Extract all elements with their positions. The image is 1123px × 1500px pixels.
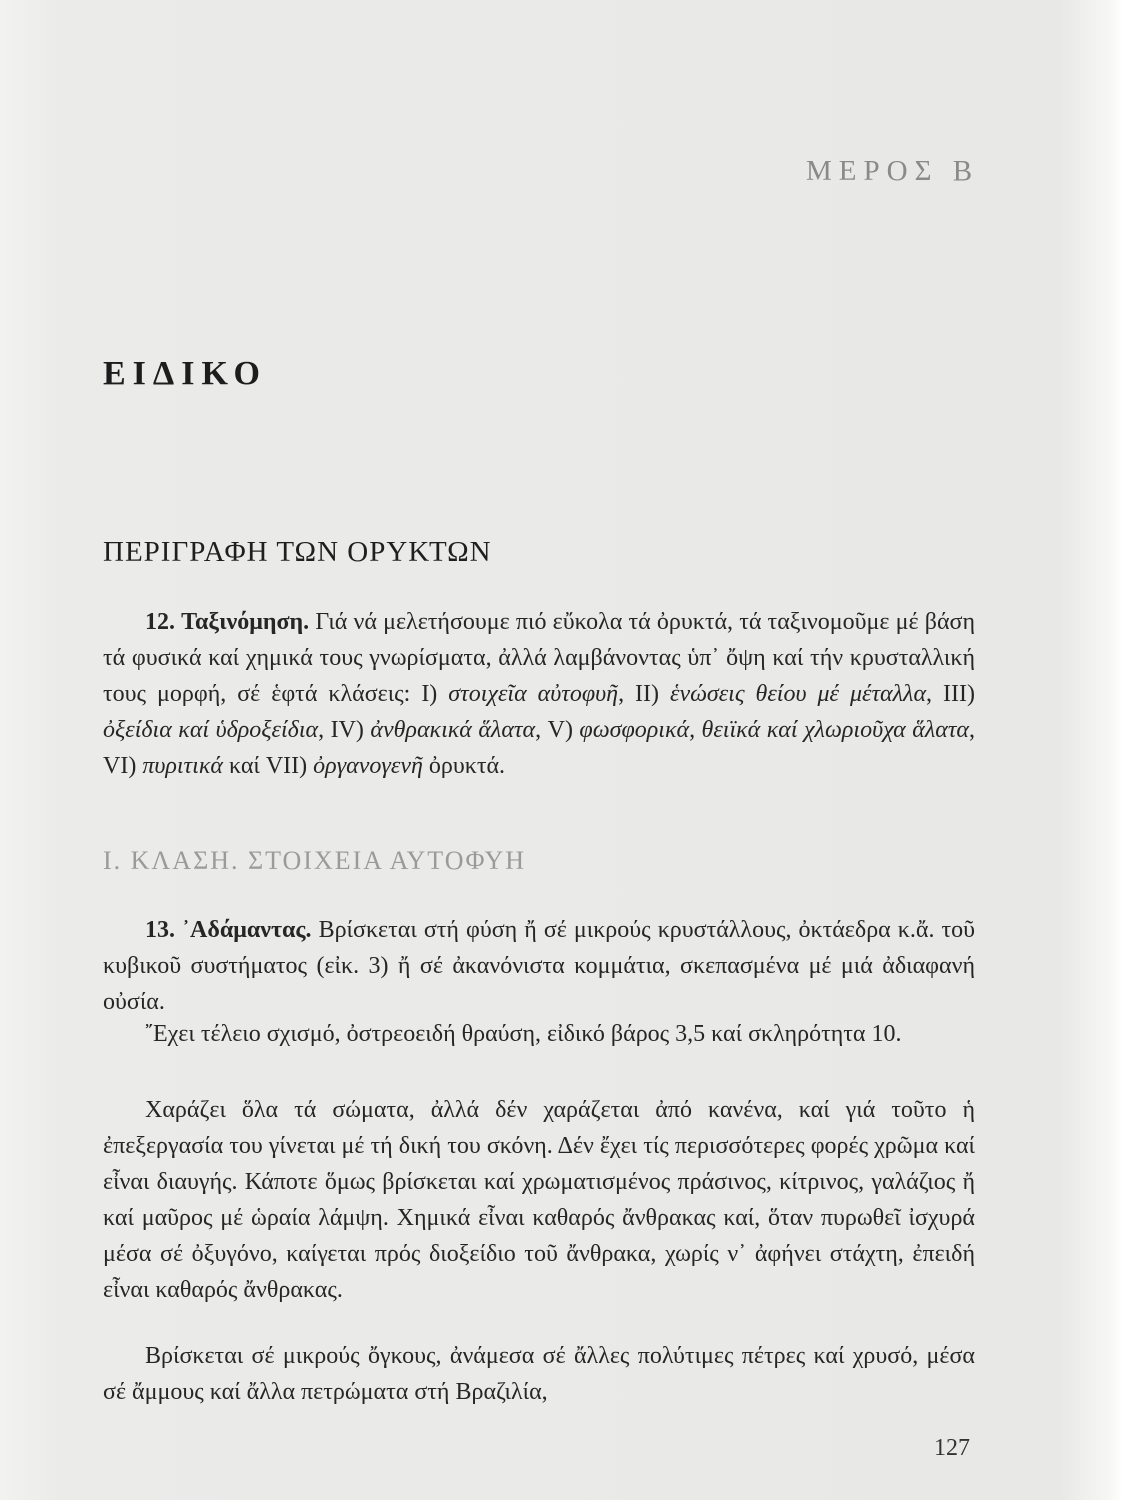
- part-label: ΜΕΡΟΣ Β: [806, 155, 980, 187]
- class-name: πυριτικά: [142, 753, 223, 779]
- text-run: , III): [926, 681, 976, 707]
- text-run: ῎Εχει τέλειο σχισμό, ὀστρεοειδή θραύση, εἰδικό βάρος 3,5 καί σκληρότητα 10.: [145, 1021, 902, 1047]
- class-heading: I. ΚΛΑΣΗ. ΣΤΟΙΧΕΙΑ ΑΥΤΟΦΥΗ: [103, 846, 527, 875]
- text-run: Βρίσκεται σέ μικρούς ὄγκους, ἀνάμεσα σέ ἄλλες πολύτιμες πέτρες καί χρυσό, μέσα σέ ἄμμους καί ἄλλα πετρώματα στή Βραζιλία,: [103, 1343, 975, 1405]
- class-name: στοιχεῖα αὐτοφυῆ: [448, 681, 619, 707]
- section-title: ΕΙΔΙΚΟ: [103, 355, 267, 392]
- text-run: καί VII): [222, 753, 314, 779]
- class-name: ὀργανογενῆ: [313, 753, 423, 779]
- paragraph-number: 13.: [145, 917, 175, 943]
- paragraph-13-diamond: [103, 912, 975, 1020]
- text-run: , II): [618, 681, 671, 707]
- text-run: Γιά νά μελετήσουμε πιό εὔκολα τά ὀρυκτά, τά ταξινομοῦμε μέ βάση τά φυσικά καί χημικά τους γνωρίσματα, ἀλλά λαμβάνοντας ὑπ᾽ ὄψη καί τήν κρυσταλλική τους μορφή, σέ ἑφτά κλάσεις: I): [103, 609, 976, 707]
- paragraph-number: 12.: [145, 609, 175, 635]
- class-name: φωσφορικά, θειϊκά καί χλωριοῦχα ἅλατα: [579, 717, 970, 743]
- text-run: Βρίσκεται στή φύση ἤ σέ μικρούς κρυστάλλους, ὀκτάεδρα κ.ἄ. τοῦ κυβικοῦ συστήματος (εἰκ. 3) ἤ σέ ἀκανόνιστα κομμάτια, σκεπασμένα μέ μιά ἀδιαφανή οὐσία.: [103, 917, 976, 1015]
- paragraph-term: ᾽Αδάμαντας.: [182, 917, 312, 943]
- class-name: ἑνώσεις θείου μέ μέταλλα: [670, 681, 927, 707]
- text-run: ὀρυκτά.: [422, 753, 506, 779]
- text-run: , VI): [103, 717, 976, 779]
- text-run: , IV): [318, 717, 371, 743]
- page-number: 127: [934, 1435, 970, 1461]
- paragraph-occurrence: [103, 1338, 975, 1410]
- paragraph-cleavage: [103, 1016, 975, 1052]
- class-name: ὀξείδια καί ὑδροξείδια: [103, 717, 319, 743]
- paragraph-term: Ταξινόμηση.: [181, 609, 310, 635]
- class-name: ἀνθρακικά ἅλατα: [370, 717, 536, 743]
- subsection-title: ΠΕΡΙΓΡΑΦΗ ΤΩΝ ΟΡΥΚΤΩΝ: [103, 536, 492, 568]
- paragraph-12-classification: [103, 604, 975, 784]
- text-run: , V): [535, 717, 580, 743]
- paragraph-hardness: [103, 1092, 975, 1308]
- text-run: Χαράζει ὅλα τά σώματα, ἀλλά δέν χαράζεται ἀπό κανένα, καί γιά τοῦτο ἡ ἐπεξεργασία του γίνεται μέ τή δική του σκόνη. Δέν ἔχει τίς περισσότερες φορές χρῶμα καί εἶναι διαυγής. Κάποτε ὅμως βρίσκεται καί χρωματισμένος πράσινος, κίτρινος, γαλάζιος ἤ καί μαῦρος μέ ὡραία λάμψη. Χημικά εἶναι καθαρός ἄνθρακας καί, ὅταν πυρωθεῖ ἰσχυρά μέσα σέ ὀξυγόνο, καίγεται πρός διοξείδιο τοῦ ἄνθρακα, χωρίς ν᾽ ἀφήνει στάχτη, ἐπειδή εἶναι καθαρός ἄνθρακας.: [103, 1097, 975, 1303]
